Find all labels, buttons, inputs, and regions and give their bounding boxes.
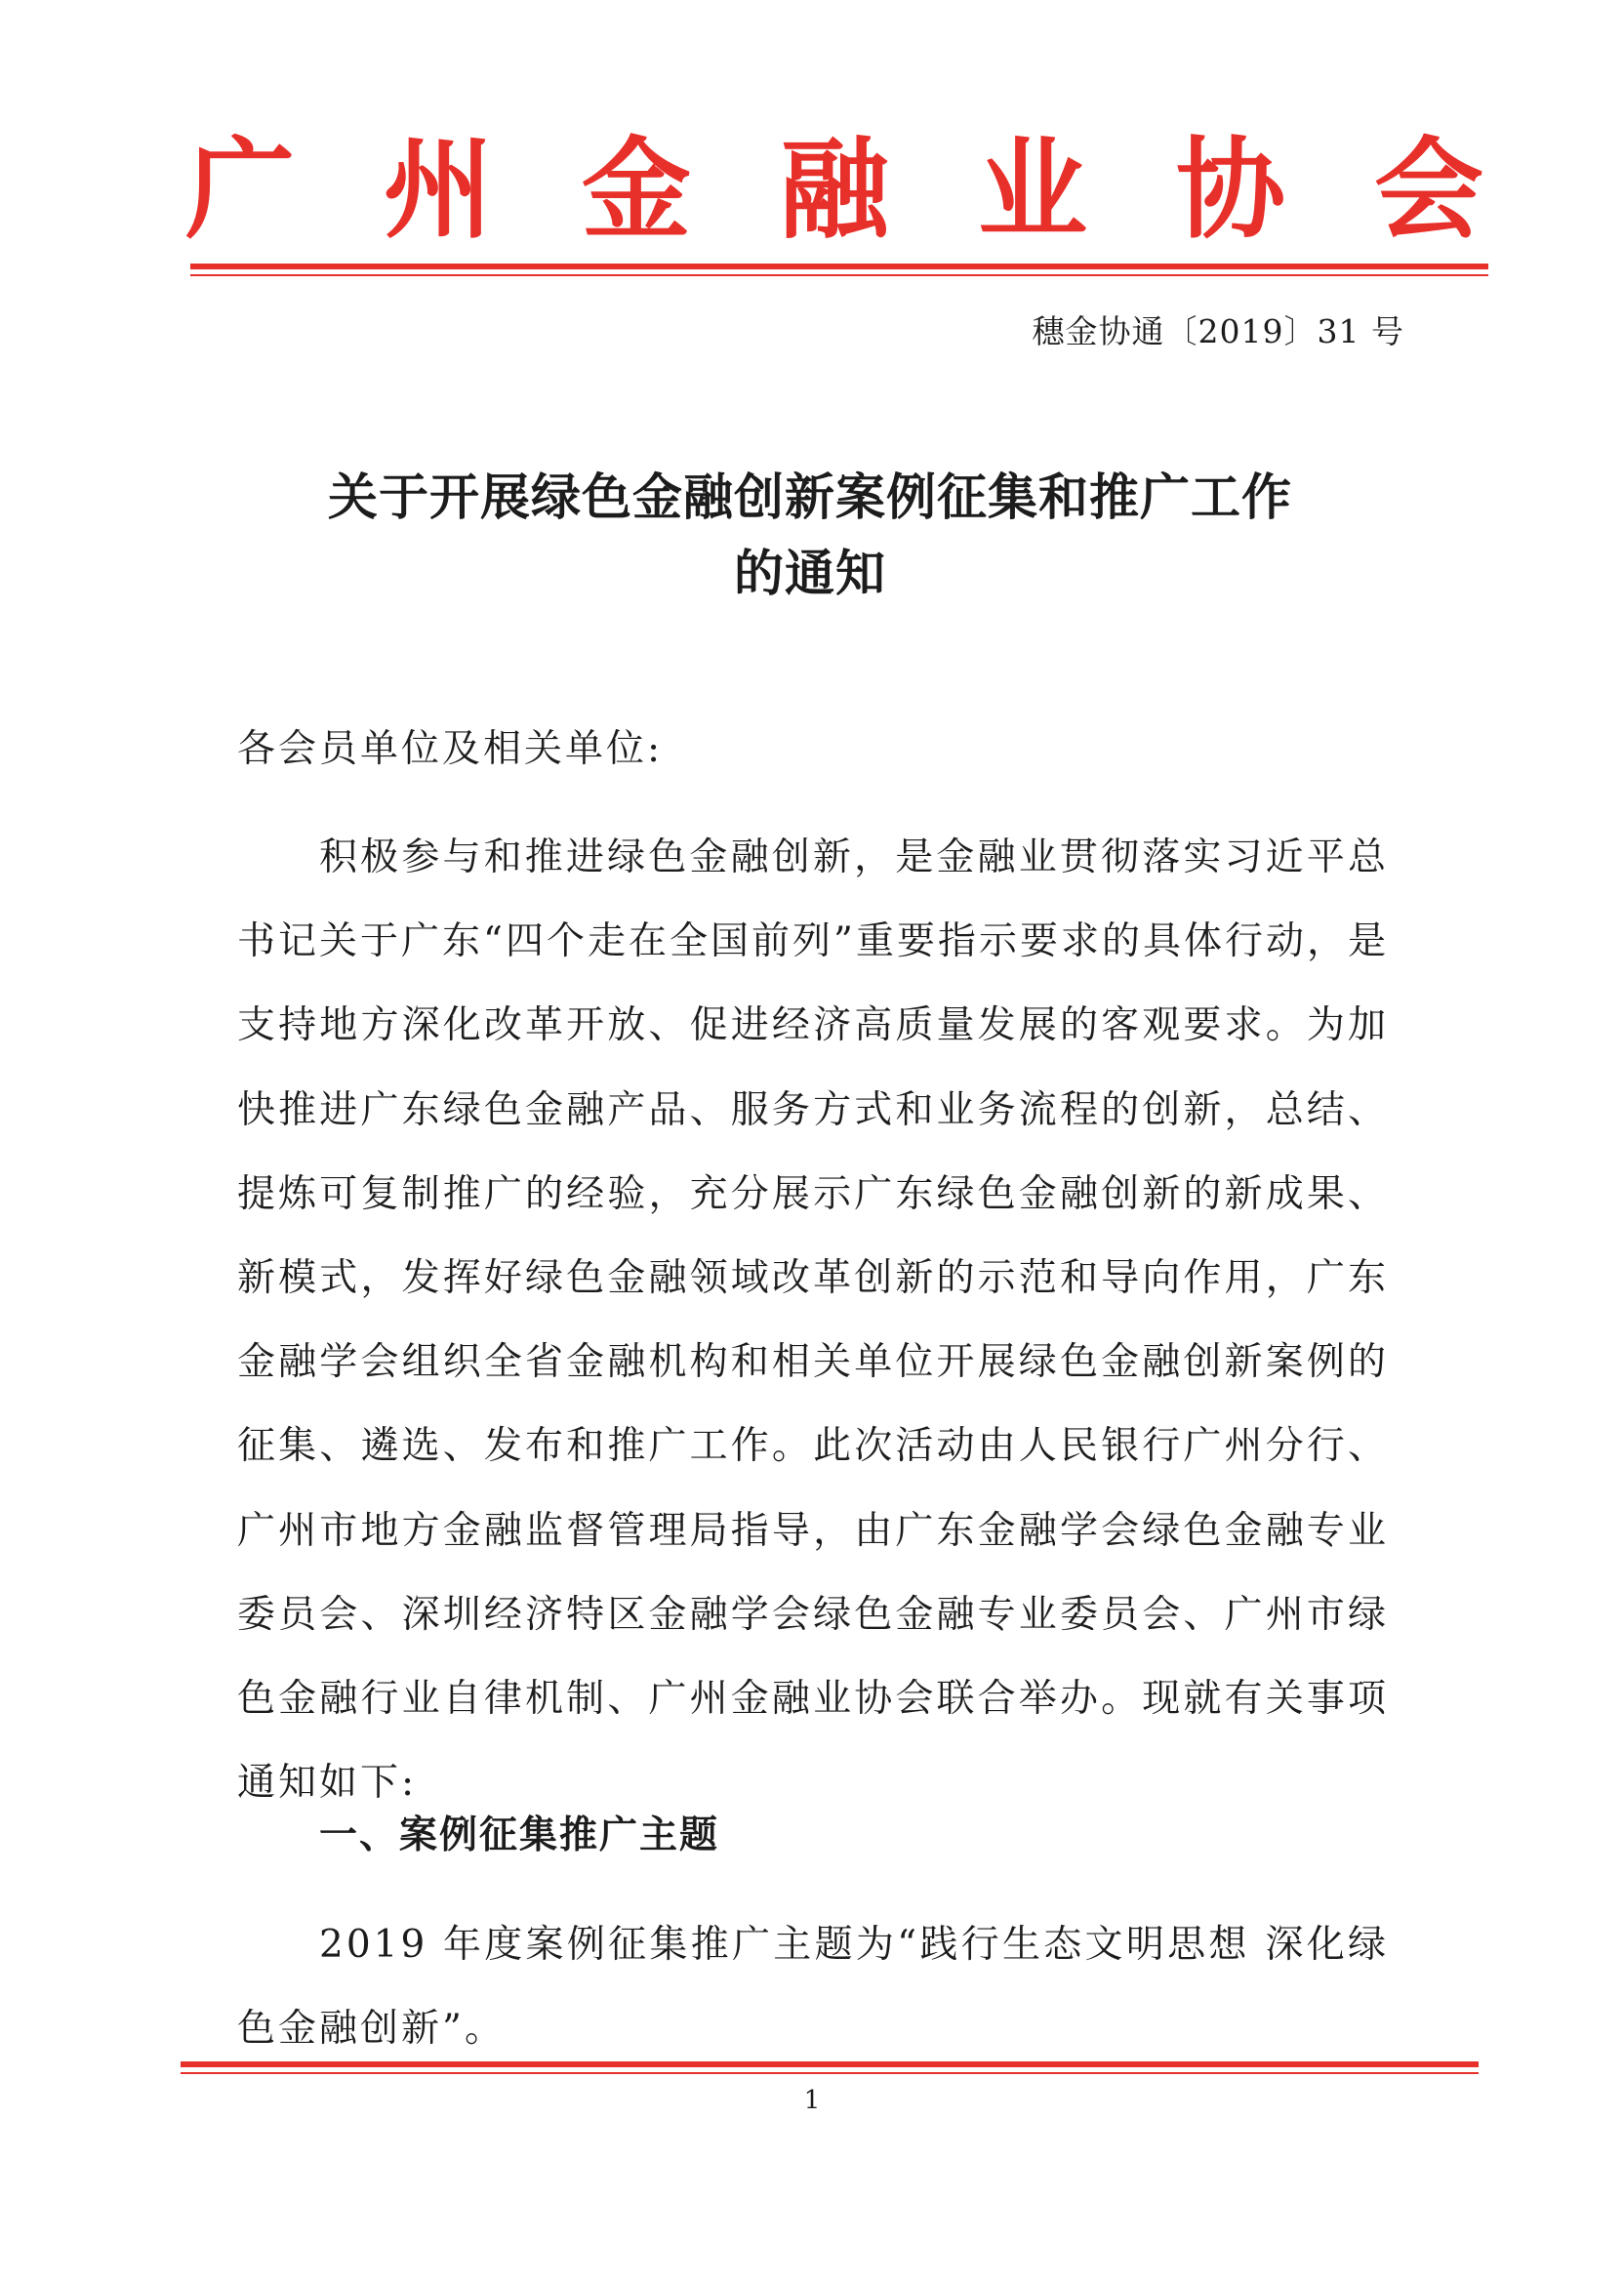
org-name-char: 金 [582,127,691,254]
org-name-char: 广 [185,127,295,254]
document-number: 穗金协通〔2019〕31 号 [1032,312,1404,350]
page-number: 1 [803,2086,821,2115]
header-divider-thin [190,274,1488,276]
notice-title-line: 的通知 [733,546,886,603]
salutation: 各会员单位及相关单位: [237,727,664,771]
org-name-char: 业 [978,127,1087,254]
org-name-char: 融 [780,127,889,254]
organization-name [185,122,1483,259]
notice-title-line: 关于开展绿色金融创新案例征集和推广工作 [327,469,1292,527]
section-heading: 一、案例征集推广主题 [319,1813,720,1857]
org-name-char: 协 [1176,127,1285,254]
org-name-char: 州 [384,127,493,254]
footer-divider-thin [181,2072,1479,2074]
header-divider-thick [190,264,1488,269]
org-name-char: 会 [1374,127,1483,254]
footer-divider-thick [181,2061,1479,2067]
notice-title [176,461,1444,613]
body-paragraph: 积极参与和推进绿色金融创新，是金融业贯彻落实习近平总书记关于广东“四个走在全国前列”重要指示要求的具体行动，是支持地方深化改革开放、促进经济高质量发展的客观要求。为加快推进广东绿色金融产品、服务方式和业务流程的创新，总结、提炼可复制推广的经验，充分展示广东绿色金融创新的新成果、新模式，发挥好绿色金融领域改革创新的示范和导向作用，广东金融学会组织全省金融机构和相关单位开展绿色金融创新案例的征集、遴选、发布和推广工作。此次活动由人民银行广州分行、广州市地方金融监督管理局指导，由广东金融学会绿色金融专业委员会、深圳经济特区金融学会绿色金融专业委员会、广州市绿色金融行业自律机制、广州金融业协会联合举办。现就有关事项通知如下: [237,835,1389,1806]
section-paragraph: 2019 年度案例征集推广主题为“践行生态文明思想 深化绿色金融创新”。 [237,1923,1389,2051]
